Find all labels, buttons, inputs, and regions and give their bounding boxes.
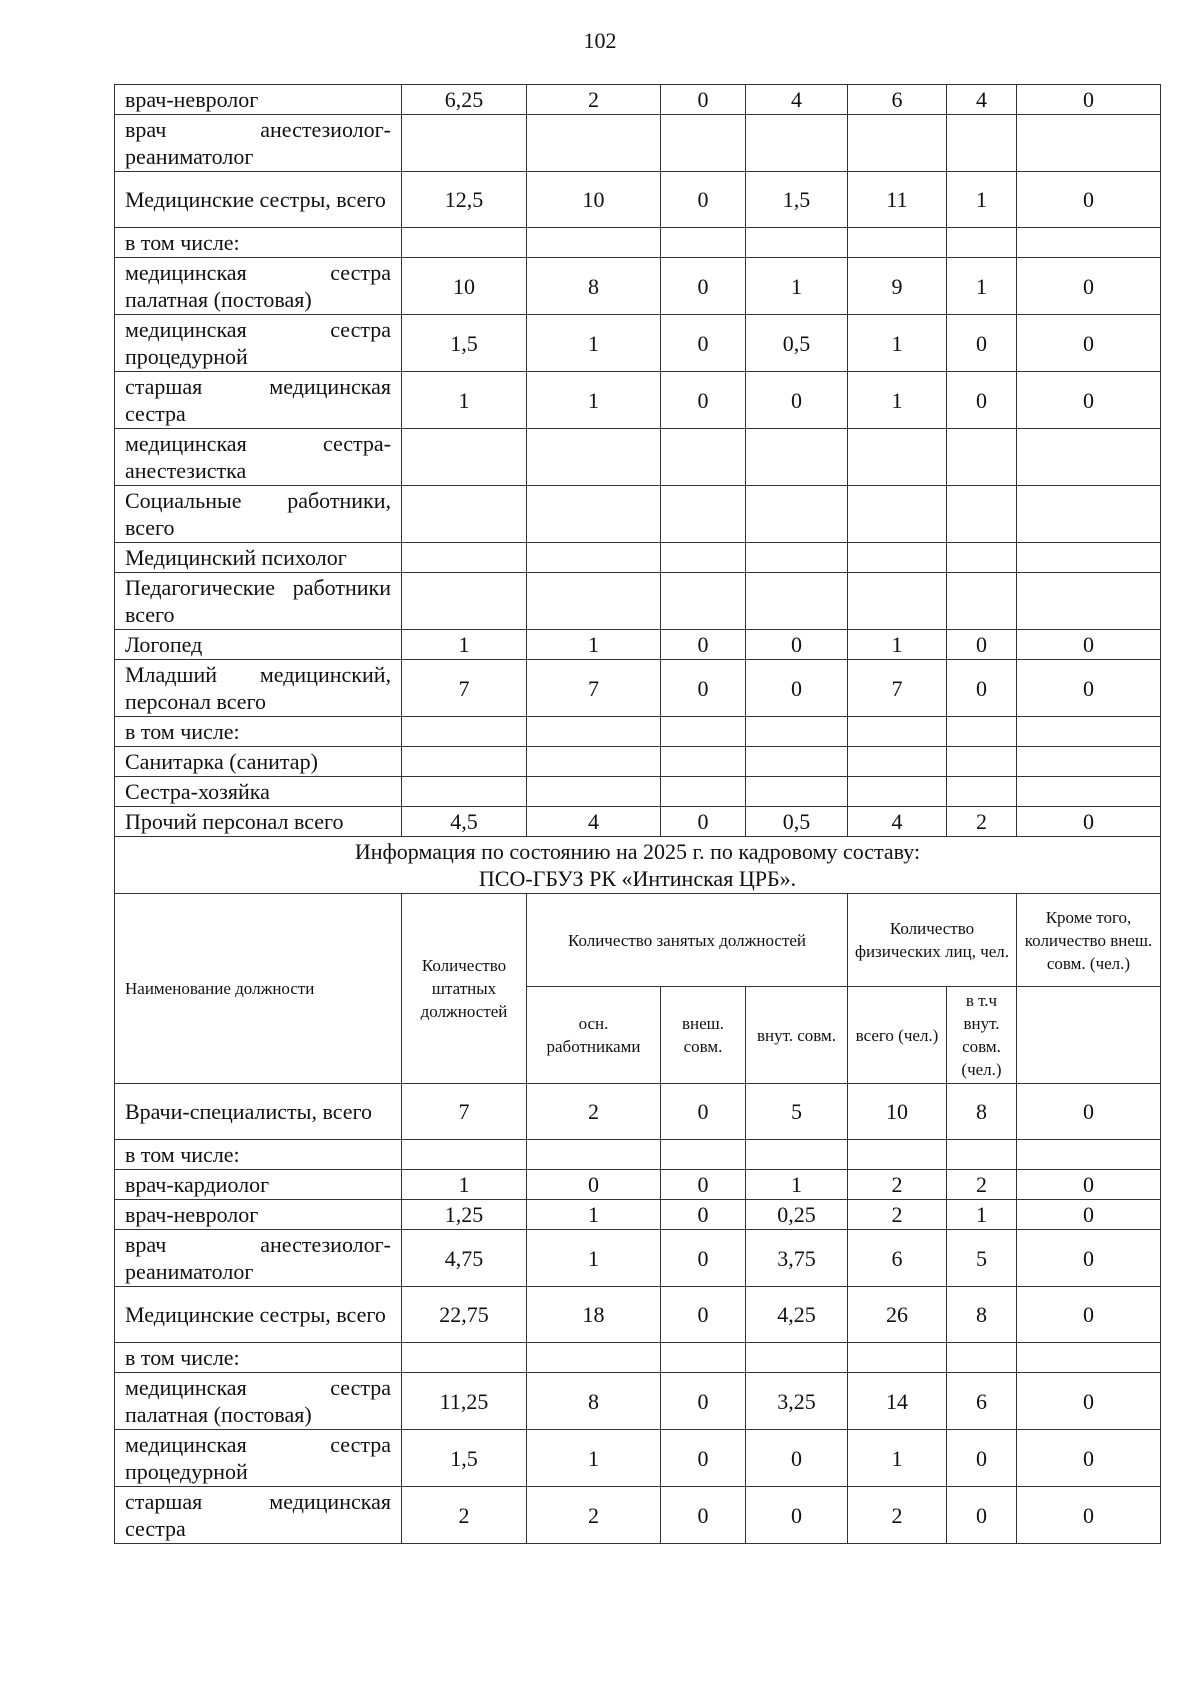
position-name-cell: Прочий персонал всего: [115, 807, 402, 837]
value-cell: 18: [527, 1287, 661, 1343]
value-cell: [661, 777, 746, 807]
header-physical-persons: Количество физических лиц, чел.: [848, 894, 1017, 987]
table-row: [115, 429, 1161, 486]
value-cell: 0: [1017, 1430, 1161, 1487]
value-cell: 0,25: [746, 1200, 848, 1230]
value-cell: [402, 115, 527, 172]
value-cell: 0: [746, 1487, 848, 1544]
value-cell: 1: [402, 372, 527, 429]
table-row: [115, 1170, 1161, 1200]
header-staff-positions: Количество штатных должностей: [402, 894, 527, 1084]
value-cell: [746, 1343, 848, 1373]
value-cell: 2: [947, 1170, 1017, 1200]
value-cell: [1017, 717, 1161, 747]
table-row: [115, 1140, 1161, 1170]
value-cell: [661, 573, 746, 630]
value-cell: [402, 429, 527, 486]
value-cell: 1: [947, 258, 1017, 315]
value-cell: [402, 573, 527, 630]
value-cell: [1017, 429, 1161, 486]
value-cell: [848, 1343, 947, 1373]
value-cell: 7: [402, 660, 527, 717]
value-cell: [848, 486, 947, 543]
table-row: [115, 1230, 1161, 1287]
value-cell: 1: [402, 1170, 527, 1200]
value-cell: [848, 717, 947, 747]
value-cell: 1: [848, 1430, 947, 1487]
value-cell: 0: [661, 1230, 746, 1287]
value-cell: 0,5: [746, 807, 848, 837]
value-cell: 1: [402, 630, 527, 660]
header-total: всего (чел.): [848, 987, 947, 1084]
value-cell: [527, 717, 661, 747]
position-name-cell: врач анестезиолог-реаниматолог: [115, 115, 402, 172]
top-rows: [115, 85, 1161, 837]
value-cell: 8: [947, 1084, 1017, 1140]
value-cell: [1017, 777, 1161, 807]
value-cell: 8: [527, 258, 661, 315]
value-cell: [402, 1343, 527, 1373]
value-cell: 0: [947, 1430, 1017, 1487]
value-cell: 0: [947, 372, 1017, 429]
value-cell: 0: [947, 1487, 1017, 1544]
position-name-cell: Медицинские сестры, всего: [115, 172, 402, 228]
value-cell: 4,75: [402, 1230, 527, 1287]
table-row: [115, 807, 1161, 837]
value-cell: [1017, 543, 1161, 573]
value-cell: [746, 777, 848, 807]
position-name-cell: Логопед: [115, 630, 402, 660]
value-cell: 9: [848, 258, 947, 315]
header-position-name: Наименование должности: [115, 894, 402, 1084]
value-cell: 1: [848, 372, 947, 429]
section-caption-line-1: Информация по состоянию на 2025 г. по кадровому составу:: [354, 839, 921, 864]
value-cell: [661, 115, 746, 172]
value-cell: [1017, 486, 1161, 543]
value-cell: 4: [848, 807, 947, 837]
position-name-cell: медицинская сестра палатная (постовая): [115, 1373, 402, 1430]
value-cell: [527, 543, 661, 573]
position-name-cell: Младший медицинский, персонал всего: [115, 660, 402, 717]
value-cell: 7: [402, 1084, 527, 1140]
value-cell: [848, 1140, 947, 1170]
position-name-cell: в том числе:: [115, 717, 402, 747]
value-cell: 0: [1017, 85, 1161, 115]
value-cell: 1: [947, 172, 1017, 228]
value-cell: [527, 228, 661, 258]
value-cell: 4,5: [402, 807, 527, 837]
value-cell: [527, 1140, 661, 1170]
value-cell: [947, 543, 1017, 573]
value-cell: 1: [527, 1430, 661, 1487]
value-cell: 1: [527, 315, 661, 372]
value-cell: [527, 486, 661, 543]
position-name-cell: врач-невролог: [115, 85, 402, 115]
header-main-workers: осн. работниками: [527, 987, 661, 1084]
value-cell: [947, 228, 1017, 258]
value-cell: [1017, 1140, 1161, 1170]
value-cell: 1,5: [402, 315, 527, 372]
position-name-cell: старшая медицинская сестра: [115, 1487, 402, 1544]
table-row: [115, 1084, 1161, 1140]
table-row: [115, 1287, 1161, 1343]
value-cell: 10: [848, 1084, 947, 1140]
value-cell: [947, 573, 1017, 630]
position-name-cell: Сестра-хозяйка: [115, 777, 402, 807]
table-row: [115, 486, 1161, 543]
value-cell: [527, 115, 661, 172]
value-cell: 11: [848, 172, 947, 228]
value-cell: 1: [746, 1170, 848, 1200]
value-cell: [527, 1343, 661, 1373]
value-cell: [661, 543, 746, 573]
value-cell: [947, 777, 1017, 807]
value-cell: 1: [527, 1200, 661, 1230]
value-cell: [527, 777, 661, 807]
value-cell: 3,75: [746, 1230, 848, 1287]
value-cell: 6: [848, 85, 947, 115]
value-cell: [661, 747, 746, 777]
value-cell: 10: [527, 172, 661, 228]
value-cell: 3,25: [746, 1373, 848, 1430]
table-row: [115, 372, 1161, 429]
value-cell: [848, 777, 947, 807]
value-cell: 10: [402, 258, 527, 315]
value-cell: [1017, 228, 1161, 258]
position-name-cell: Педагогические работники всего: [115, 573, 402, 630]
value-cell: 2: [947, 807, 1017, 837]
value-cell: 2: [402, 1487, 527, 1544]
value-cell: [848, 115, 947, 172]
value-cell: 0: [1017, 315, 1161, 372]
value-cell: [527, 573, 661, 630]
value-cell: [947, 115, 1017, 172]
value-cell: 0: [1017, 1373, 1161, 1430]
header-besides-empty: [1017, 987, 1161, 1084]
table-row: [115, 747, 1161, 777]
value-cell: 0: [661, 807, 746, 837]
value-cell: 6: [848, 1230, 947, 1287]
value-cell: 4,25: [746, 1287, 848, 1343]
value-cell: 0: [1017, 1287, 1161, 1343]
value-cell: [947, 486, 1017, 543]
value-cell: [402, 486, 527, 543]
value-cell: [947, 1140, 1017, 1170]
value-cell: 0: [661, 1430, 746, 1487]
staffing-table: [114, 84, 1161, 1544]
value-cell: 0,5: [746, 315, 848, 372]
value-cell: 0: [1017, 372, 1161, 429]
value-cell: [402, 543, 527, 573]
position-name-cell: в том числе:: [115, 1343, 402, 1373]
value-cell: 2: [848, 1487, 947, 1544]
value-cell: 6,25: [402, 85, 527, 115]
value-cell: 0: [1017, 1230, 1161, 1287]
table-row: [115, 1343, 1161, 1373]
value-cell: 0: [661, 1084, 746, 1140]
position-name-cell: медицинская сестра процедурной: [115, 1430, 402, 1487]
header-occupied-positions: Количество занятых должностей: [527, 894, 848, 987]
value-cell: 0: [661, 315, 746, 372]
value-cell: 0: [661, 372, 746, 429]
table-row: [115, 115, 1161, 172]
position-name-cell: Социальные работники, всего: [115, 486, 402, 543]
value-cell: 11,25: [402, 1373, 527, 1430]
table-row: [115, 777, 1161, 807]
value-cell: 0: [746, 630, 848, 660]
value-cell: [1017, 747, 1161, 777]
value-cell: [1017, 115, 1161, 172]
value-cell: 0: [746, 1430, 848, 1487]
value-cell: 22,75: [402, 1287, 527, 1343]
value-cell: 0: [527, 1170, 661, 1200]
value-cell: 7: [848, 660, 947, 717]
value-cell: [746, 543, 848, 573]
value-cell: 1,25: [402, 1200, 527, 1230]
value-cell: [402, 747, 527, 777]
position-name-cell: Врачи-специалисты, всего: [115, 1084, 402, 1140]
position-name-cell: медицинская сестра-анестезистка: [115, 429, 402, 486]
value-cell: [746, 1140, 848, 1170]
value-cell: 0: [1017, 660, 1161, 717]
value-cell: [661, 1343, 746, 1373]
value-cell: [746, 573, 848, 630]
value-cell: 4: [527, 807, 661, 837]
value-cell: [527, 747, 661, 777]
value-cell: 8: [947, 1287, 1017, 1343]
header-besides: Кроме того, количество внеш. совм. (чел.): [1017, 894, 1161, 987]
header-internal: внут. совм.: [746, 987, 848, 1084]
value-cell: 26: [848, 1287, 947, 1343]
value-cell: 4: [947, 85, 1017, 115]
table-row: [115, 85, 1161, 115]
value-cell: 0: [661, 1487, 746, 1544]
value-cell: 1: [527, 372, 661, 429]
value-cell: 0: [661, 1287, 746, 1343]
value-cell: 8: [527, 1373, 661, 1430]
value-cell: [947, 747, 1017, 777]
position-name-cell: медицинская сестра процедурной: [115, 315, 402, 372]
value-cell: [1017, 1343, 1161, 1373]
table-row: [115, 315, 1161, 372]
value-cell: [402, 717, 527, 747]
position-name-cell: Медицинские сестры, всего: [115, 1287, 402, 1343]
value-cell: 2: [527, 1487, 661, 1544]
value-cell: [848, 543, 947, 573]
table-row: [115, 1200, 1161, 1230]
value-cell: 1: [527, 1230, 661, 1287]
header-external: внеш. совм.: [661, 987, 746, 1084]
value-cell: 5: [746, 1084, 848, 1140]
value-cell: 1: [848, 630, 947, 660]
position-name-cell: Медицинский психолог: [115, 543, 402, 573]
value-cell: [848, 228, 947, 258]
value-cell: 1: [527, 630, 661, 660]
value-cell: 0: [1017, 1487, 1161, 1544]
value-cell: 0: [661, 258, 746, 315]
position-name-cell: Санитарка (санитар): [115, 747, 402, 777]
value-cell: 5: [947, 1230, 1017, 1287]
value-cell: 4: [746, 85, 848, 115]
value-cell: 2: [848, 1170, 947, 1200]
table-row: [115, 573, 1161, 630]
section-caption: [115, 837, 1161, 894]
value-cell: 0: [1017, 1200, 1161, 1230]
value-cell: 0: [746, 372, 848, 429]
bottom-rows: [115, 1084, 1161, 1544]
position-name-cell: медицинская сестра палатная (постовая): [115, 258, 402, 315]
value-cell: [527, 429, 661, 486]
section-header: [115, 837, 1161, 1084]
value-cell: 1,5: [402, 1430, 527, 1487]
value-cell: 6: [947, 1373, 1017, 1430]
value-cell: 0: [1017, 258, 1161, 315]
value-cell: [661, 429, 746, 486]
value-cell: 12,5: [402, 172, 527, 228]
value-cell: [848, 429, 947, 486]
value-cell: [848, 573, 947, 630]
value-cell: 0: [1017, 630, 1161, 660]
table-row: [115, 1373, 1161, 1430]
table-row: [115, 172, 1161, 228]
value-cell: 0: [661, 1200, 746, 1230]
value-cell: 0: [661, 660, 746, 717]
value-cell: 2: [848, 1200, 947, 1230]
value-cell: 0: [661, 172, 746, 228]
value-cell: 0: [947, 660, 1017, 717]
position-name-cell: в том числе:: [115, 1140, 402, 1170]
value-cell: [746, 717, 848, 747]
table-row: [115, 543, 1161, 573]
value-cell: 1: [848, 315, 947, 372]
value-cell: 0: [661, 630, 746, 660]
value-cell: [746, 747, 848, 777]
value-cell: 7: [527, 660, 661, 717]
header-incl-internal: в т.ч внут. совм. (чел.): [947, 987, 1017, 1084]
value-cell: [746, 429, 848, 486]
value-cell: [402, 228, 527, 258]
value-cell: 0: [1017, 807, 1161, 837]
position-name-cell: врач анестезиолог-реаниматолог: [115, 1230, 402, 1287]
value-cell: [947, 1343, 1017, 1373]
table-row: [115, 1487, 1161, 1544]
position-name-cell: старшая медицинская сестра: [115, 372, 402, 429]
value-cell: [402, 777, 527, 807]
value-cell: [746, 228, 848, 258]
value-cell: [746, 115, 848, 172]
value-cell: [947, 717, 1017, 747]
page-number: 102: [583, 28, 617, 53]
value-cell: [402, 1140, 527, 1170]
value-cell: [1017, 573, 1161, 630]
table-row: [115, 1430, 1161, 1487]
position-name-cell: врач-кардиолог: [115, 1170, 402, 1200]
value-cell: 14: [848, 1373, 947, 1430]
value-cell: 2: [527, 85, 661, 115]
value-cell: 0: [947, 315, 1017, 372]
value-cell: 0: [1017, 1170, 1161, 1200]
table-row: [115, 660, 1161, 717]
table-row: [115, 717, 1161, 747]
section-caption-line-2: ПСО-ГБУЗ РК «Интинская ЦРБ».: [478, 866, 797, 891]
value-cell: 1: [746, 258, 848, 315]
value-cell: 0: [661, 85, 746, 115]
table-row: [115, 630, 1161, 660]
position-name-cell: в том числе:: [115, 228, 402, 258]
value-cell: 0: [661, 1170, 746, 1200]
value-cell: 2: [527, 1084, 661, 1140]
value-cell: [746, 486, 848, 543]
value-cell: 0: [1017, 172, 1161, 228]
value-cell: [661, 717, 746, 747]
value-cell: 0: [947, 630, 1017, 660]
value-cell: 1,5: [746, 172, 848, 228]
value-cell: 0: [746, 660, 848, 717]
value-cell: [848, 747, 947, 777]
value-cell: 0: [1017, 1084, 1161, 1140]
table-row: [115, 258, 1161, 315]
value-cell: 0: [661, 1373, 746, 1430]
value-cell: [947, 429, 1017, 486]
value-cell: [661, 228, 746, 258]
value-cell: [661, 1140, 746, 1170]
value-cell: 1: [947, 1200, 1017, 1230]
table-row: [115, 228, 1161, 258]
position-name-cell: врач-невролог: [115, 1200, 402, 1230]
value-cell: [661, 486, 746, 543]
